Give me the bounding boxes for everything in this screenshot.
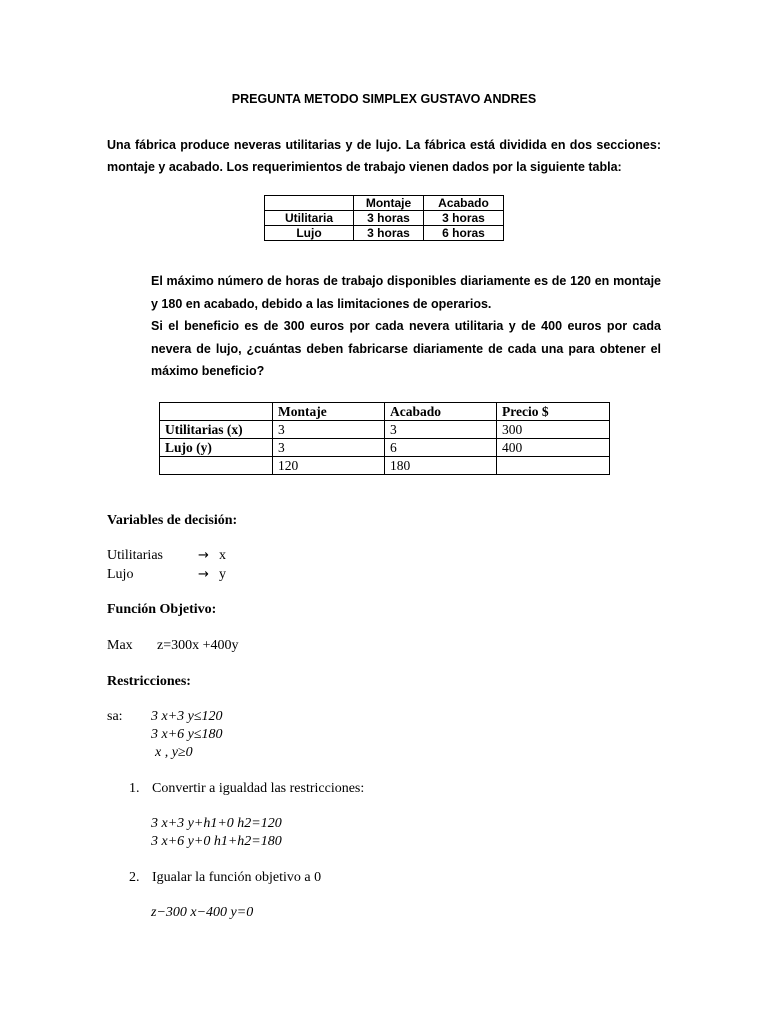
table-cell: 3	[273, 439, 385, 457]
table-row	[160, 421, 610, 439]
intro-line: Una fábrica produce neveras utilitarias y de lujo. La fábrica está dividida en dos secciones:	[107, 138, 661, 152]
arrow-right-icon: →	[198, 567, 209, 582]
restriction-equation: 3 x+3 y≤120	[151, 709, 223, 724]
table-cell: Acabado	[385, 403, 497, 421]
table-cell: 180	[385, 457, 497, 475]
table-cell: Montaje	[273, 403, 385, 421]
restriction-equation: 3 x+6 y≤180	[151, 727, 223, 742]
arrow-right-icon: →	[198, 548, 209, 563]
requirements-table	[264, 195, 504, 241]
variable-symbol: y	[219, 567, 226, 582]
table-cell: 300	[497, 421, 610, 439]
intro-paragraph	[107, 134, 661, 178]
paragraph-line: máximo beneficio?	[151, 364, 265, 378]
table-cell: 3 horas	[354, 226, 424, 241]
objective-heading: Función Objetivo:	[107, 602, 217, 617]
table-cell: Lujo (y)	[160, 439, 273, 457]
table-cell	[160, 457, 273, 475]
step-number: 2.	[129, 870, 140, 885]
table-row	[265, 226, 504, 241]
restrictions-heading: Restricciones:	[107, 674, 191, 689]
table-cell: 400	[497, 439, 610, 457]
table-cell: 3 horas	[354, 211, 424, 226]
table-cell: Acabado	[424, 196, 504, 211]
paragraph-line: y 180 en acabado, debido a las limitaciones de operarios.	[151, 296, 492, 311]
table-cell	[265, 196, 354, 211]
table-cell: 3 horas	[424, 211, 504, 226]
step-text: Convertir a igualdad las restricciones:	[152, 781, 365, 796]
variable-symbol: x	[219, 548, 226, 563]
table-cell: Precio $	[497, 403, 610, 421]
table-header-row	[265, 196, 504, 211]
table-cell	[160, 403, 273, 421]
table-row	[160, 457, 610, 475]
objective-label: Max	[107, 638, 133, 653]
variable-name: Lujo	[107, 567, 134, 582]
restrictions-label: sa:	[107, 709, 123, 724]
objective-equation: z−300 x−400 y=0	[151, 905, 254, 920]
step-text: Igualar la función objetivo a 0	[152, 870, 322, 885]
table-cell: Lujo	[265, 226, 354, 241]
restriction-equation: x , y≥0	[155, 745, 193, 760]
table-cell	[497, 457, 610, 475]
variables-heading: Variables de decisión:	[107, 513, 238, 528]
equality-equation: 3 x+3 y+h1+0 h2=120	[151, 816, 282, 831]
table-cell: 3	[385, 421, 497, 439]
table-cell: Utilitaria	[265, 211, 354, 226]
table-cell: 6 horas	[424, 226, 504, 241]
problem-paragraph	[151, 270, 661, 383]
step-number: 1.	[129, 781, 140, 796]
paragraph-line: Si el beneficio es de 300 euros por cada nevera utilitaria y de 400 euros por cada	[151, 319, 661, 333]
table-cell: 120	[273, 457, 385, 475]
table-cell: Utilitarias (x)	[160, 421, 273, 439]
table-cell: 3	[273, 421, 385, 439]
paragraph-line: El máximo número de horas de trabajo disponibles diariamente es de 120 en montaje	[151, 274, 661, 288]
table-cell: 6	[385, 439, 497, 457]
document-title: PREGUNTA METODO SIMPLEX GUSTAVO ANDRES	[231, 92, 537, 106]
table-row	[265, 211, 504, 226]
equality-equation: 3 x+6 y+0 h1+h2=180	[151, 834, 282, 849]
objective-expression: z=300x +400y	[157, 638, 239, 653]
intro-line: montaje y acabado. Los requerimientos de trabajo vienen dados por la siguiente tabla:	[107, 160, 622, 174]
table-cell: Montaje	[354, 196, 424, 211]
table-row	[160, 439, 610, 457]
data-table	[159, 402, 610, 475]
variable-name: Utilitarias	[107, 548, 163, 563]
table-header-row	[160, 403, 610, 421]
paragraph-line: nevera de lujo, ¿cuántas deben fabricarse diariamente de cada una para obtener el	[151, 341, 661, 356]
